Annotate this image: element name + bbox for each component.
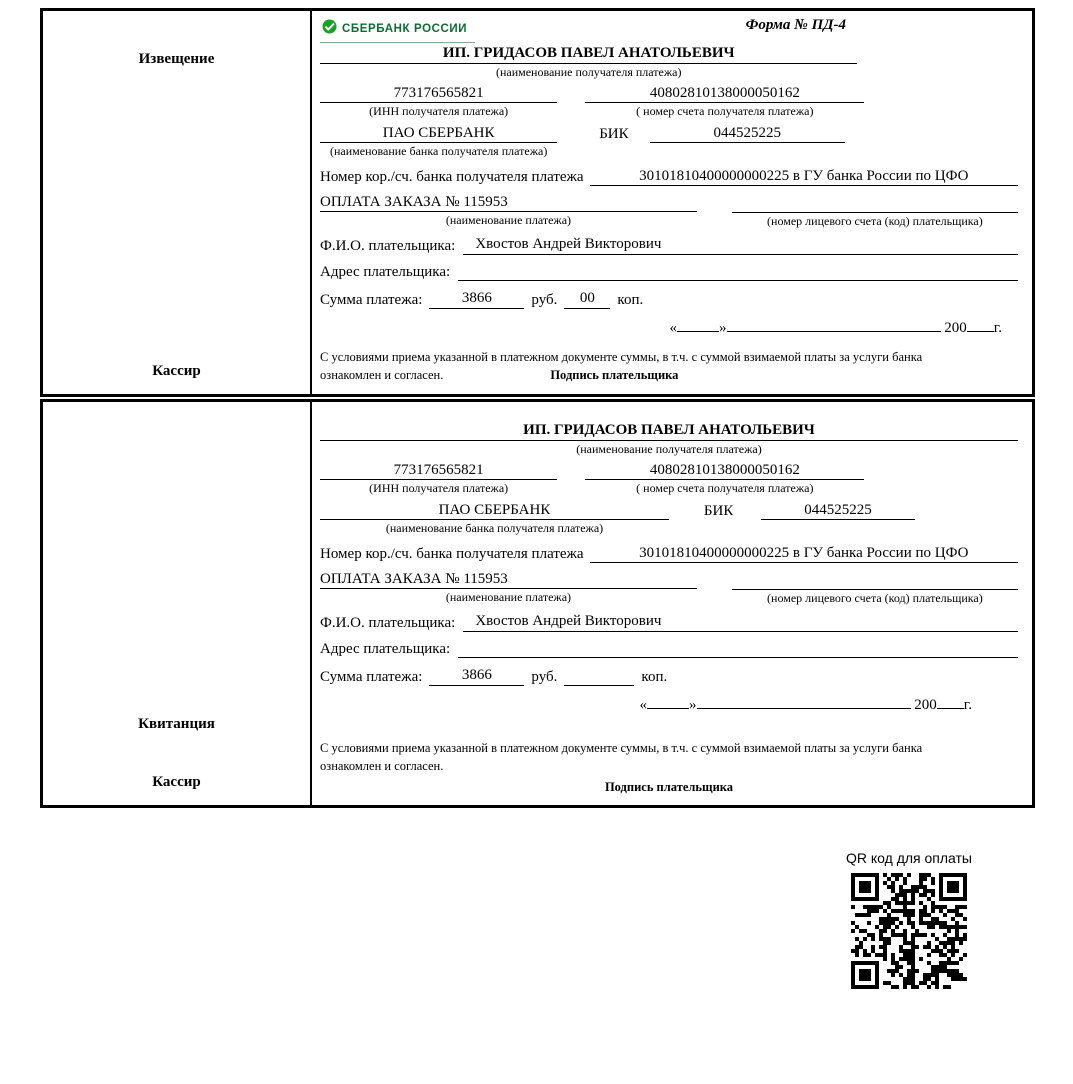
inn-account-row bbox=[320, 85, 1018, 119]
inn-account-row bbox=[320, 462, 1018, 496]
account-value: 40802810138000050162 bbox=[585, 85, 864, 103]
recipient-caption: (наименование получателя платежа) bbox=[495, 65, 682, 79]
notice-cashier-label: Кассир bbox=[152, 363, 201, 379]
payer-address-blank bbox=[458, 639, 1018, 658]
recipient-name: ИП. ГРИДАСОВ ПАВЕЛ АНАТОЛЬЕВИЧ bbox=[320, 422, 1018, 441]
corr-account-value: 30101810400000000225 в ГУ банка России по ЦФО bbox=[590, 545, 1018, 563]
date-month-blank bbox=[727, 319, 941, 332]
payment-purpose-row bbox=[320, 194, 1018, 229]
date-day-blank bbox=[647, 696, 689, 709]
payer-name-row bbox=[320, 613, 1018, 632]
qr-block bbox=[820, 850, 998, 994]
corr-account-label: Номер кор./сч. банка получателя платежа bbox=[320, 546, 584, 562]
year-suffix: г. bbox=[993, 320, 1002, 336]
account-field bbox=[585, 462, 864, 496]
inn-value: 773176565821 bbox=[320, 462, 557, 480]
form-number: Форма № ПД-4 bbox=[745, 17, 846, 33]
payment-purpose-row bbox=[320, 571, 1018, 606]
personal-account-blank bbox=[732, 194, 1018, 213]
payment-sum-row bbox=[320, 667, 1018, 686]
quote-close: » bbox=[719, 320, 727, 336]
account-value: 40802810138000050162 bbox=[585, 462, 864, 480]
notice-section bbox=[40, 8, 1035, 397]
recipient-name: ИП. ГРИДАСОВ ПАВЕЛ АНАТОЛЬЕВИЧ bbox=[320, 45, 857, 64]
date-row bbox=[320, 696, 1018, 714]
inn-field bbox=[320, 462, 557, 496]
corr-account-row bbox=[320, 545, 1018, 563]
payer-name-value: Хвостов Андрей Викторович bbox=[463, 613, 1018, 632]
notice-title: Извещение bbox=[138, 51, 215, 67]
qr-code-image bbox=[851, 873, 967, 989]
notice-left-column bbox=[43, 11, 312, 394]
agreement-block bbox=[320, 349, 1018, 384]
kopecks-label: коп. bbox=[617, 292, 644, 308]
bik-label: БИК bbox=[599, 126, 629, 142]
payer-address-row bbox=[320, 262, 1018, 281]
notice-header-row bbox=[320, 17, 1018, 43]
date-month-blank bbox=[697, 696, 911, 709]
receipt-title: Квитанция bbox=[138, 716, 215, 732]
account-caption: ( номер счета получателя платежа) bbox=[636, 104, 814, 118]
corr-account-label: Номер кор./сч. банка получателя платежа bbox=[320, 169, 584, 185]
inn-caption: (ИНН получателя платежа) bbox=[369, 104, 509, 118]
payment-name-caption: (наименование платежа) bbox=[445, 590, 572, 604]
year-prefix: 200 bbox=[914, 697, 937, 713]
payer-address-blank bbox=[458, 262, 1018, 281]
notice-form-body bbox=[312, 11, 1032, 394]
sum-kopecks-blank bbox=[564, 667, 634, 686]
personal-account-caption: (номер лицевого счета (код) плательщика) bbox=[767, 214, 983, 228]
payer-address-label: Адрес плательщика: bbox=[320, 641, 451, 657]
corr-account-row bbox=[320, 168, 1018, 186]
payment-name-value: ОПЛАТА ЗАКАЗА № 115953 bbox=[320, 571, 697, 589]
quote-open: « bbox=[639, 697, 648, 713]
personal-account-blank bbox=[732, 571, 1018, 590]
account-caption: ( номер счета получателя платежа) bbox=[636, 481, 814, 495]
bank-name-value: ПАО СБЕРБАНК bbox=[320, 125, 557, 143]
payer-name-label: Ф.И.О. плательщика: bbox=[320, 615, 456, 631]
bik-label: БИК bbox=[703, 503, 734, 519]
payment-name-field bbox=[320, 571, 697, 606]
recipient-block bbox=[320, 422, 1018, 457]
bank-caption: (наименование банка получателя платежа) bbox=[329, 144, 548, 158]
payer-name-label: Ф.И.О. плательщика: bbox=[320, 238, 456, 254]
payer-signature-label: Подпись плательщика bbox=[604, 780, 734, 794]
bank-name-value: ПАО СБЕРБАНК bbox=[320, 502, 669, 520]
agreement-text: С условиями приема указанной в платежном документе суммы, в т.ч. с суммой взимаемой платы за услуги банка ознакомлен и согласен. bbox=[320, 741, 923, 773]
date-day-blank bbox=[677, 319, 719, 332]
bik-field bbox=[650, 125, 845, 143]
year-suffix: г. bbox=[963, 697, 972, 713]
recipient-block bbox=[320, 45, 857, 80]
personal-account-caption: (номер лицевого счета (код) плательщика) bbox=[767, 591, 983, 605]
inn-field bbox=[320, 85, 557, 119]
corr-account-value: 30101810400000000225 в ГУ банка России по ЦФО bbox=[590, 168, 1018, 186]
receipt-left-column bbox=[43, 402, 312, 805]
payment-name-field bbox=[320, 194, 697, 229]
payer-name-row bbox=[320, 236, 1018, 255]
year-prefix: 200 bbox=[944, 320, 967, 336]
agreement-block bbox=[320, 740, 1018, 795]
inn-value: 773176565821 bbox=[320, 85, 557, 103]
personal-account-field bbox=[732, 571, 1018, 606]
receipt-cashier-label: Кассир bbox=[152, 774, 201, 790]
agreement-text: С условиями приема указанной в платежном документе суммы, в т.ч. с суммой взимаемой платы за услуги банка ознакомлен и согласен. bbox=[320, 350, 923, 382]
kopecks-label: коп. bbox=[641, 669, 668, 685]
personal-account-field bbox=[732, 194, 1018, 229]
payment-sum-row bbox=[320, 290, 1018, 309]
sberbank-logo-icon bbox=[322, 19, 337, 39]
quote-open: « bbox=[669, 320, 678, 336]
date-row bbox=[320, 319, 1018, 337]
rubles-label: руб. bbox=[531, 292, 558, 308]
sum-rubles-value: 3866 bbox=[429, 290, 524, 309]
year-blank bbox=[937, 696, 964, 709]
receipt-form-body bbox=[312, 402, 1032, 805]
payment-name-caption: (наименование платежа) bbox=[445, 213, 572, 227]
bik-value: 044525225 bbox=[650, 125, 845, 143]
recipient-caption: (наименование получателя платежа) bbox=[576, 442, 762, 456]
bank-row bbox=[320, 125, 1018, 159]
receipt-section bbox=[40, 399, 1035, 808]
payer-address-label: Адрес плательщика: bbox=[320, 264, 451, 280]
payer-address-row bbox=[320, 639, 1018, 658]
bik-field bbox=[761, 502, 915, 520]
sum-label: Сумма платежа: bbox=[320, 292, 423, 308]
inn-caption: (ИНН получателя платежа) bbox=[369, 481, 509, 495]
sum-kopecks-value: 00 bbox=[564, 290, 610, 309]
account-field bbox=[585, 85, 864, 119]
payment-name-value: ОПЛАТА ЗАКАЗА № 115953 bbox=[320, 194, 697, 212]
sum-rubles-value: 3866 bbox=[429, 667, 524, 686]
sberbank-logo-text: СБЕРБАНК РОССИИ bbox=[342, 23, 468, 35]
bank-field bbox=[320, 125, 557, 159]
payer-signature-label: Подпись плательщика bbox=[550, 368, 679, 382]
sum-label: Сумма платежа: bbox=[320, 669, 423, 685]
bank-row bbox=[320, 502, 1018, 536]
qr-label: QR код для оплаты bbox=[845, 850, 972, 866]
rubles-label: руб. bbox=[531, 669, 558, 685]
bank-caption: (наименование банка получателя платежа) bbox=[385, 521, 604, 535]
bank-field bbox=[320, 502, 669, 536]
sberbank-logo bbox=[320, 17, 475, 43]
quote-close: » bbox=[689, 697, 697, 713]
year-blank bbox=[967, 319, 994, 332]
payer-name-value: Хвостов Андрей Викторович bbox=[463, 236, 1018, 255]
bik-value: 044525225 bbox=[761, 502, 915, 520]
